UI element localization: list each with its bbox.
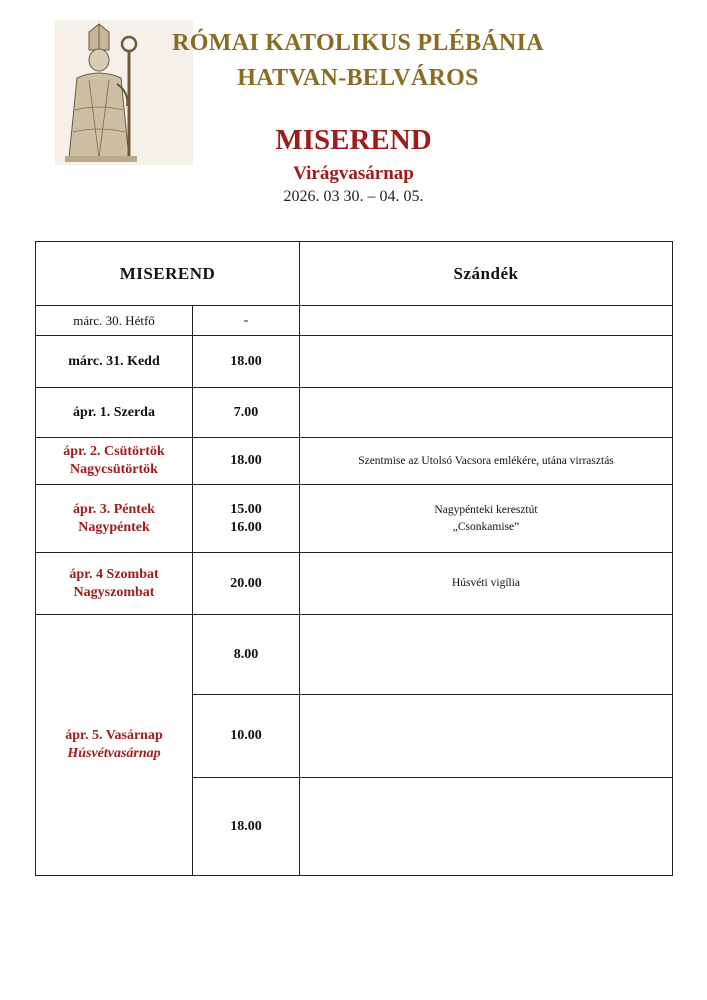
- feast-name: Nagycsütörtök: [70, 462, 158, 477]
- time-cell: 20.00: [230, 575, 262, 591]
- time-cell: 7.00: [233, 404, 259, 420]
- intention-column-header: Szándék: [300, 242, 673, 306]
- time-cell: 15.00: [230, 501, 262, 517]
- intention-cell: „Csonkamise”: [452, 520, 520, 533]
- table-row: [36, 388, 673, 438]
- table-row: [36, 336, 673, 388]
- feast-name: Nagypéntek: [78, 519, 150, 535]
- day-cell: ápr. 5. Vasárnap: [65, 728, 163, 743]
- intention-cell: Húsvéti vigília: [451, 577, 521, 589]
- time-cell: 18.00: [230, 453, 262, 468]
- parish-location: HATVAN-BELVÁROS: [237, 65, 479, 91]
- feast-name: Húsvétvasárnap: [67, 746, 161, 761]
- table-row: [36, 485, 673, 553]
- page-subtitle: Virágvasárnap: [293, 163, 414, 184]
- day-cell: márc. 31. Kedd: [68, 353, 160, 369]
- day-cell: ápr. 4 Szombat: [69, 566, 159, 582]
- intention-cell: Szentmise az Utolsó Vacsora emlékére, utána virrasztás: [358, 454, 614, 467]
- schedule-column-header: MISEREND: [36, 242, 300, 306]
- feast-name: Nagyszombat: [73, 584, 155, 600]
- time-cell: 18.00: [230, 818, 262, 834]
- time-cell: 16.00: [230, 519, 262, 535]
- mass-schedule-table: [35, 241, 673, 876]
- time-cell: 8.00: [233, 646, 259, 662]
- table-row: [36, 615, 673, 695]
- day-cell: ápr. 1. Szerda: [73, 404, 155, 420]
- date-range: 2026. 03 30. – 04. 05.: [283, 188, 424, 205]
- table-header-row: [36, 242, 673, 306]
- table-row: [36, 306, 673, 336]
- intention-cell: Nagypénteki keresztút: [434, 503, 538, 516]
- day-cell: ápr. 2. Csütörtök: [63, 444, 165, 459]
- time-cell: 18.00: [230, 353, 262, 369]
- day-cell: márc. 30. Hétfő: [73, 312, 155, 328]
- time-cell: 10.00: [230, 728, 262, 743]
- time-cell: -: [243, 312, 249, 328]
- table-row: [36, 438, 673, 485]
- page-title: MISEREND: [275, 124, 432, 156]
- day-cell: ápr. 3. Péntek: [73, 501, 155, 517]
- table-row: [36, 553, 673, 615]
- parish-name: RÓMAI KATOLIKUS PLÉBÁNIA: [172, 30, 544, 56]
